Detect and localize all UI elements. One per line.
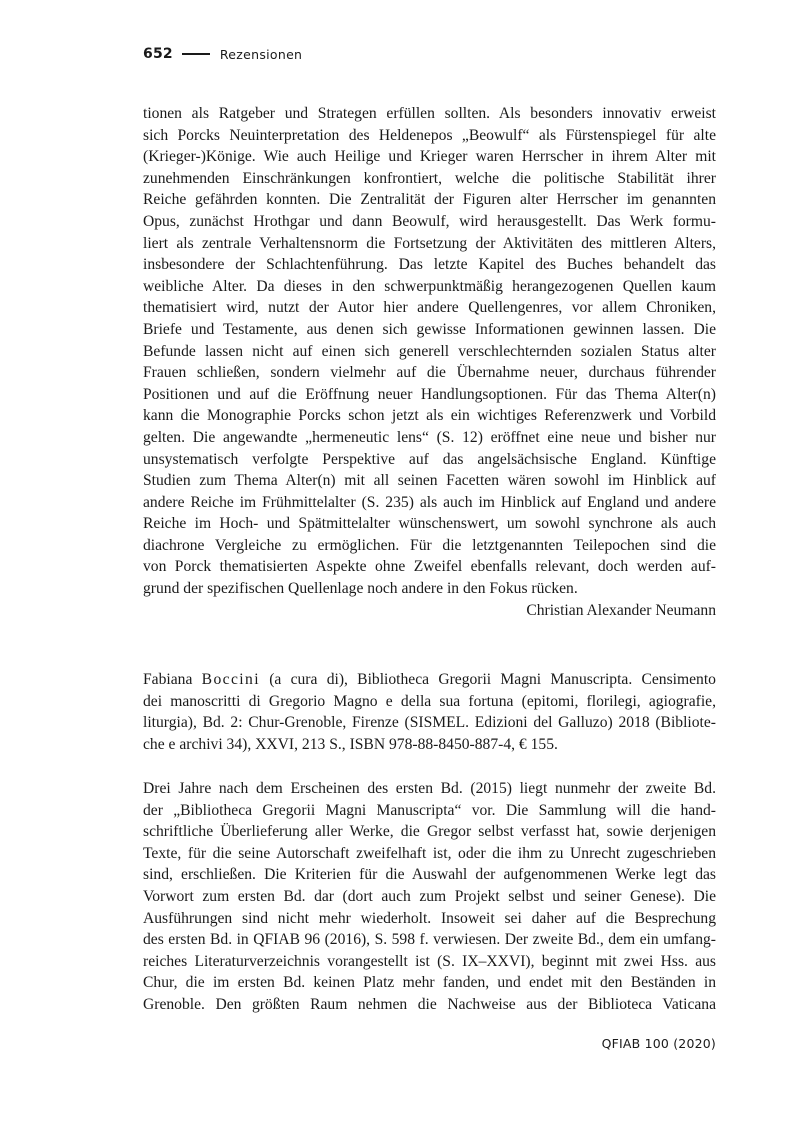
text-line: Grenoble. Den größten Raum nehmen die Nachweise aus der Biblioteca Vaticana — [143, 995, 716, 1013]
text-line: sind, erschließen. Die Kriterien für die Auswahl der aufgenommenen Werke legt das — [143, 866, 716, 884]
editor-last-name: Boccini — [201, 671, 260, 688]
text-line: (Krieger-)Könige. Wie auch Heilige und Krieger waren Herrscher in ihrem Alter mit — [143, 148, 716, 166]
text-line: Opus, zunächst Hrothgar und dann Beowulf, wird herausgestellt. Das Werk formu- — [143, 212, 716, 230]
text-line: Texte, für die seine Autorschaft zweifelhaft ist, oder die ihm zu Unrecht zugeschrieben — [143, 844, 716, 862]
running-head — [143, 44, 302, 64]
text-line: Befunde lassen nicht auf einen sich generell verschlechternden sozialen Status alter — [143, 342, 716, 360]
text-line: Vorwort zum ersten Bd. dar (dort auch zum Projekt selbst und seiner Genese). Die — [143, 887, 716, 905]
page-number: 652 — [143, 46, 173, 62]
text-line: zunehmenden Einschränkungen konfrontiert, welche die politische Stabilität ihrer — [143, 169, 716, 187]
text-line: andere Reiche im Frühmittelalter (S. 235) als auch im Hinblick auf England und andere — [143, 493, 716, 511]
citation-line: liturgia), Bd. 2: Chur-Grenoble, Firenze (SISMEL. Edizioni del Galluzo) 2018 (Bibliote- — [143, 714, 716, 732]
section-title: Rezensionen — [219, 46, 303, 62]
book-citation — [143, 669, 716, 755]
text-line: diachrone Vergleiche zu ermöglichen. Für die letztgenannten Teilepochen sind die — [143, 536, 716, 554]
citation-line: dei manoscritti di Gregorio Magno e della sua fortuna (epitomi, florilegi, agiografie, — [143, 692, 716, 710]
text-line: kann die Monographie Porcks schon jetzt als ein wichtiges Referenzwerk und Vorbild — [143, 407, 716, 425]
citation-line: che e archivi 34), XXVI, 213 S., ISBN 978-88-8450-887-4, € 155. — [143, 735, 558, 753]
review-continuation — [143, 103, 716, 621]
review-body — [143, 778, 716, 1016]
header-rule — [182, 53, 210, 55]
text-line: insbesondere der Schlachtenführung. Das letzte Kapitel des Buches behandelt das — [143, 256, 716, 274]
text-line: des ersten Bd. in QFIAB 96 (2016), S. 598 f. verwiesen. Der zweite Bd., dem ein umfang- — [143, 931, 716, 949]
text-line: Frauen schließen, sondern vielmehr auf die Übernahme neuer, durchaus führender — [143, 364, 716, 382]
text-line: Chur, die im ersten Bd. keinen Platz mehr fanden, und endet mit den Beständen in — [143, 974, 716, 992]
text-line: Positionen und auf die Eröffnung neuer Handlungsoptionen. Für das Thema Alter(n) — [143, 385, 716, 403]
text-line: Studien zum Thema Alter(n) mit all seinen Facetten wären sowohl im Hinblick auf — [143, 472, 716, 490]
text-line: liert als zentrale Verhaltensnorm die Fortsetzung der Aktivitäten des mittleren Alters, — [143, 234, 716, 252]
journal-footer: QFIAB 100 (2020) — [601, 1036, 716, 1051]
text-line: von Porck thematisierten Aspekte ohne Zweifel ebenfalls relevant, doch werden auf- — [143, 558, 716, 576]
text-line: gelten. Die angewandte „hermeneutic lens“ (S. 12) eröffnet eine neue und bisher nur — [143, 428, 716, 446]
text-line: Reiche im Hoch- und Spätmittelalter wünschenswert, um sowohl synchrone als auch — [143, 515, 716, 533]
text-line: reiches Literaturverzeichnis vorangestellt ist (S. IX–XXVI), beginnt mit zwei Hss. aus — [143, 952, 716, 970]
citation-line — [143, 669, 716, 691]
text-line: grund der spezifischen Quellenlage noch andere in den Fokus rücken. — [143, 580, 578, 598]
text-line: Ausführungen sind nicht mehr wiederholt. Insoweit sei daher auf die Besprechung — [143, 909, 716, 927]
text-line: Briefe und Testamente, aus denen sich gewisse Informationen gewinnen lassen. Die — [143, 320, 716, 338]
text-line: unsystematisch verfolgte Perspektive auf das angelsächsische England. Künftige — [143, 450, 716, 468]
citation-text: (a cura di), Bibliotheca Gregorii Magni Manuscripta. Censimento — [269, 671, 716, 688]
text-line: Reiche gefährden konnten. Die Zentralität der Figuren alter Herrscher im genannten — [143, 191, 716, 209]
text-line: weibliche Alter. Da dieses in den schwerpunktmäßig herangezogenen Quellen kaum — [143, 277, 716, 295]
editor-first-name: Fabiana — [143, 671, 193, 688]
text-line: der „Bibliotheca Gregorii Magni Manuscripta“ vor. Die Sammlung will die hand- — [143, 801, 716, 819]
text-line: thematisiert wird, nutzt der Autor hier andere Quellengenres, vor allem Chroniken, — [143, 299, 716, 317]
review-author: Christian Alexander Neumann — [526, 601, 716, 619]
text-line: schriftliche Überlieferung aller Werke, die Gregor selbst verfasst hat, sowie derjenigen — [143, 823, 716, 841]
text-line: sich Porcks Neuinterpretation des Heldenepos „Beowulf“ als Fürstenspiegel für alte — [143, 126, 716, 144]
text-line: Drei Jahre nach dem Erscheinen des ersten Bd. (2015) liegt nunmehr der zweite Bd. — [143, 780, 716, 797]
text-line: tionen als Ratgeber und Strategen erfüllen sollten. Als besonders innovativ erweist — [143, 105, 716, 122]
